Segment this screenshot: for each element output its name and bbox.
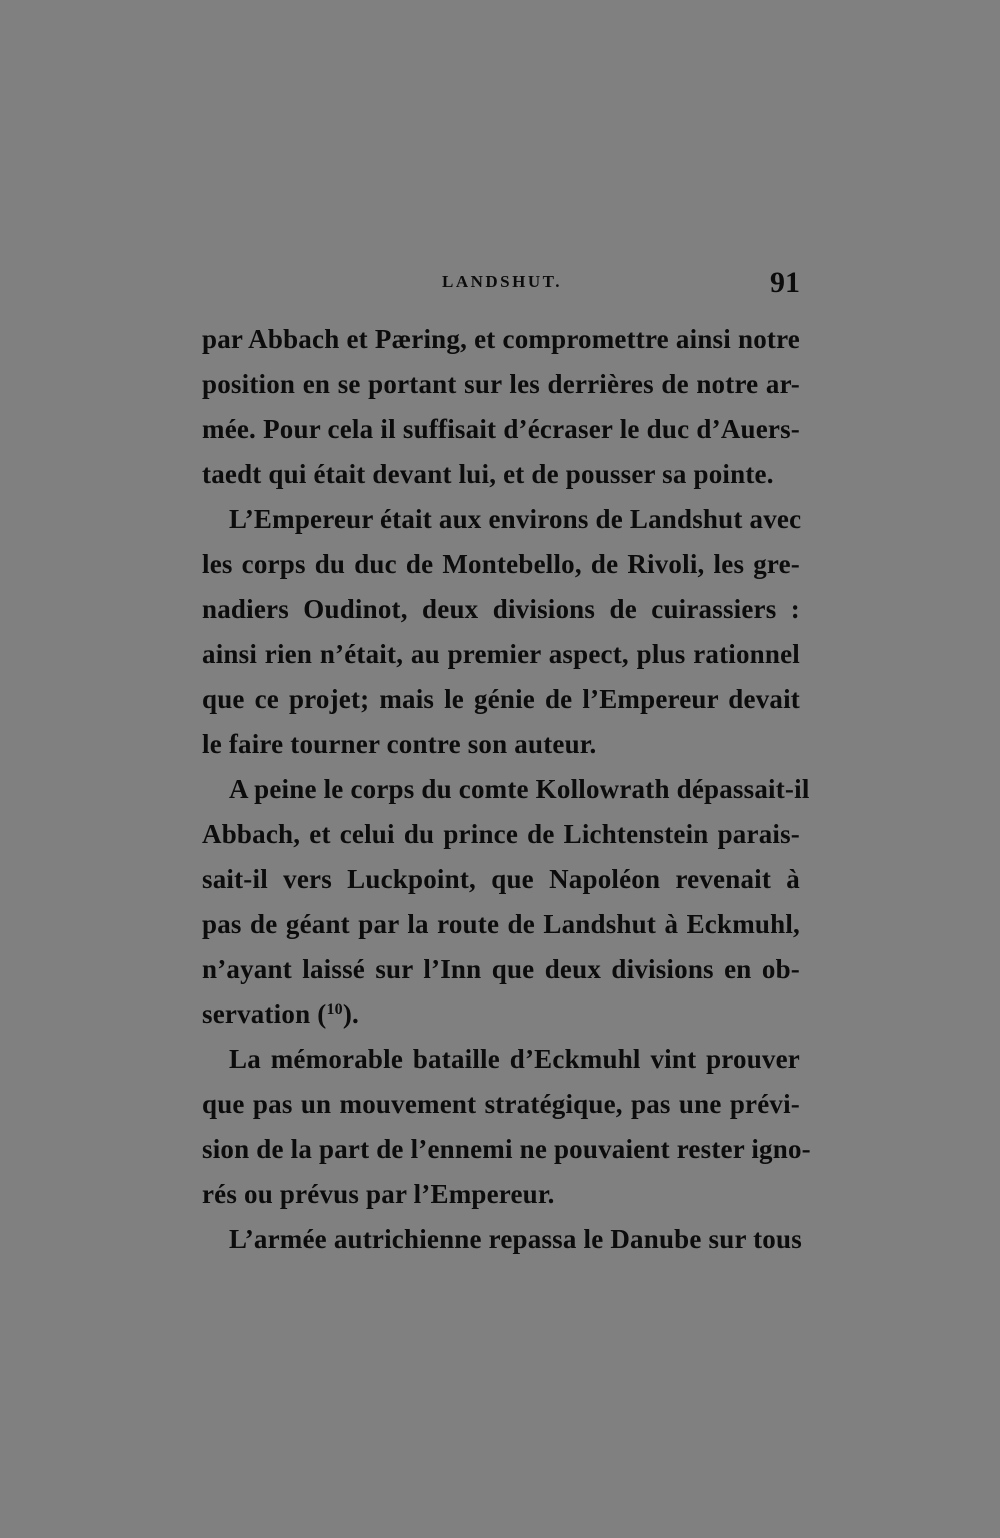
paragraph-1 [202,317,800,497]
text-line: La mémorable bataille d’Eckmuhl vint prouver [229,1044,800,1074]
paragraph-4 [202,1037,811,1217]
text-line: sion de la part de l’ennemi ne pouvaient rester igno- [202,1134,811,1164]
running-title: LANDSHUT. [442,272,562,291]
text-line: L’Empereur était aux environs de Landshut avec [229,504,802,534]
text-line: par Abbach et Pæring, et compromettre ainsi notre [202,324,800,354]
text-line: que ce projet; mais le génie de l’Empereur devait [202,684,800,714]
page-number: 91 [770,266,800,299]
text-line: ainsi rien n’était, au premier aspect, plus rationnel [202,639,800,669]
paragraph-3 [202,767,810,1037]
text-line: pas de géant par la route de Landshut à Eckmuhl, [202,909,800,939]
footnote-reference: 10 [326,1001,343,1018]
paragraph-2 [202,497,800,767]
paragraph-5 [202,1217,800,1262]
text-line: rés ou prévus par l’Empereur. [202,1179,555,1209]
text-line: le faire tourner contre son auteur. [202,729,597,759]
text-line: nadiers Oudinot, deux divisions de cuirassiers : [202,594,800,624]
text-line: n’ayant laissé sur l’Inn que deux divisions en ob- [202,954,800,984]
text-line: taedt qui était devant lui, et de pousser sa pointe. [202,459,774,489]
text-line: que pas un mouvement stratégique, pas une prévi- [202,1089,800,1119]
text-line: position en se portant sur les derrières de notre ar- [202,369,800,399]
text-line: A peine le corps du comte Kollowrath dépassait-il [229,774,810,804]
text-line: sait-il vers Luckpoint, que Napoléon revenait à [202,864,800,894]
text-line: mée. Pour cela il suffisait d’écraser le duc d’Auers- [202,414,800,444]
body-text [202,317,811,1262]
text-line: L’armée autrichienne repassa le Danube sur tous [229,1224,802,1254]
text-fragment: servation ( [202,999,327,1029]
text-fragment: ). [342,999,359,1029]
text-line: Abbach, et celui du prince de Lichtenstein parais- [202,819,800,849]
text-line [202,992,800,1037]
running-head [202,266,802,306]
text-line: les corps du duc de Montebello, de Rivoli, les gre- [202,549,800,579]
